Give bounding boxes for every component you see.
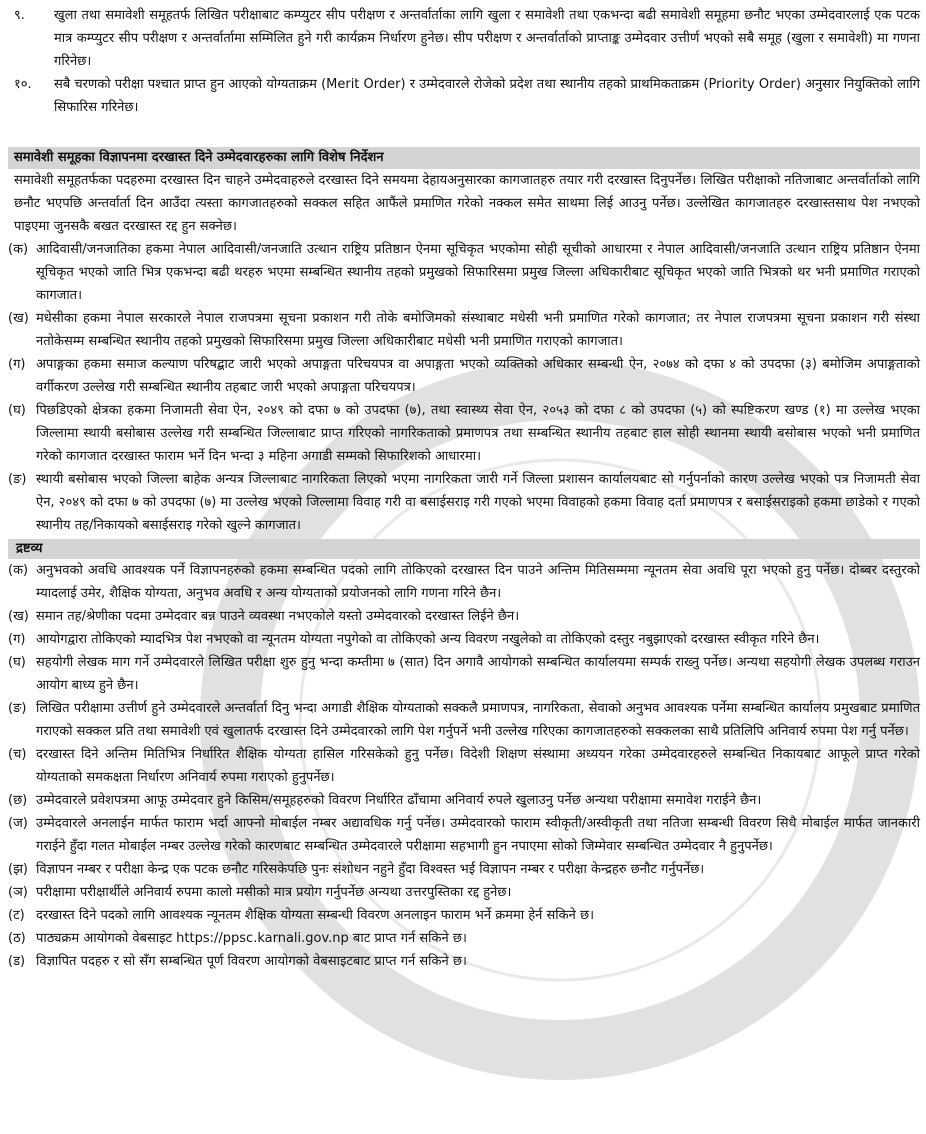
item-text: सबै चरणको परीक्षा पश्चात प्राप्त हुन आएको योग्यताक्रम (Merit Order) र उम्मेदवारले रोजेको प्रदेश तथा स्थानीय तहको प्राथमिकताक्रम (Priority Order) अनुसार नियुक्तिको लागि सिफारिस गरिनेछ। xyxy=(54,77,920,115)
section-heading-inclusive: समावेशी समूहका विज्ञापनमा दरखास्त दिने उम्मेदवारहरुका लागि विशेष निर्देशन xyxy=(8,147,920,169)
item-text: दरखास्त दिने अन्तिम मितिभित्र निर्धारित शैक्षिक योग्यता हासिल गरिसकेको हुनु पर्नेछ। विदेशी शिक्षण संस्थामा अध्ययन गरेका उम्मेदवारहरुले सम्बन्धित निकायबाट आफूले प्राप्त गरेको योग्यताको समकक्षता निर्धारण अनिवार्य रुपमा गराएको हुनुपर्नेछ। xyxy=(36,747,920,785)
item-text: परीक्षामा परीक्षार्थीले अनिवार्य रुपमा कालो मसीको मात्र प्रयोग गर्नुपर्नेछ अन्यथा उत्तरपुस्तिका रद्द हुनेछ। xyxy=(36,885,512,900)
item-text: पाठ्यक्रम आयोगको वेबसाइट https://ppsc.karnali.gov.np बाट प्राप्त गर्न सकिने छ। xyxy=(36,931,467,946)
item-number: (ठ) xyxy=(8,931,26,946)
list-item xyxy=(8,789,920,812)
item-number: (घ) xyxy=(8,655,26,670)
item-text: उम्मेदवारले प्रवेशपत्रमा आफू उम्मेदवार हुने किसिम/समूहहरुको विवरण निर्धारित ढाँचामा अनिवार्य रुपले खुलाउनु पर्नेछ अन्यथा परीक्षामा समावेश गराईने छैन। xyxy=(36,793,762,808)
item-number: (ड) xyxy=(8,954,26,969)
item-text: विज्ञापित पदहरु र सो सँग सम्बन्धित पूर्ण विवरण आयोगको वेबसाइटबाट प्राप्त गर्न सकिने छ। xyxy=(36,954,467,969)
list-item xyxy=(8,353,920,399)
list-item xyxy=(8,904,920,927)
item-number: (क) xyxy=(8,563,29,578)
list-item xyxy=(8,468,920,537)
list-item xyxy=(8,399,920,468)
item-number: (क) xyxy=(8,242,29,257)
item-text: मधेसीका हकमा नेपाल सरकारले नेपाल राजपत्रमा सूचना प्रकाशन गरी तोके बमोजिमको संस्थाबाट मधेसी भनी प्रमाणित गरेको कागजात; तर नेपाल राजपत्रमा सूचना प्रकाशन गरी संस्था नतोकेसम्म सम्बन्धित स्थानीय तहको प्रमुखको सिफारिसमा प्रमुख जिल्ला अधिकारीबाट मधेसी भनी प्रमाणित गराएको कागजात। xyxy=(36,311,920,349)
item-text: आदिवासी/जनजातिका हकमा नेपाल आदिवासी/जनजाति उत्थान राष्ट्रिय प्रतिष्ठान ऐनमा सूचिकृत भएकोमा सोही सूचीको आधारमा र नेपाल आदिवासी/जनजाति उत्थान राष्ट्रिय प्रतिष्ठान ऐनमा सूचिकृत भएको जाति भित्र एकभन्दा बढी थरहरु भएमा सम्बन्धित स्थानीय तहको प्रमुखको सिफारिसमा प्रमुख जिल्ला अधिकारीबाट सूचिकृत भएको जाति भित्रको थर भनी प्रमाणित गराएको कागजात। xyxy=(36,242,920,303)
list-item xyxy=(8,858,920,881)
list-item xyxy=(8,881,920,904)
item-number: ९. xyxy=(14,8,25,23)
list-item xyxy=(8,73,920,119)
item-number: (ञ) xyxy=(8,885,28,900)
item-number: (ग) xyxy=(8,357,26,372)
item-text: आयोगद्वारा तोकिएको म्यादभित्र पेश नभएको वा न्यूनतम योग्यता नपुगेको वा तोकिएको अन्य विवरण नखुलेको वा तोकिएको दस्तुर नबुझाएको दरखास्त स्वीकृत गरिने छैन। xyxy=(36,632,820,647)
item-text: दरखास्त दिने पदको लागि आवश्यक न्यूनतम शैक्षिक योग्यता सम्बन्धी विवरण अनलाइन फाराम भर्ने क्रममा हेर्न सकिने छ। xyxy=(36,908,594,923)
item-number: (ख) xyxy=(8,311,29,326)
item-text: स्थायी बसोबास भएको जिल्ला बाहेक अन्यत्र जिल्लाबाट नागरिकता लिएको भएमा नागरिकता जारी गर्ने जिल्ला प्रशासन कार्यालयबाट सो गर्नुपर्नाको कारण उल्लेख भएको पत्र निजामती सेवा ऐन, २०४९ को दफा ७ को उपदफा (७) मा उल्लेख भएको जिल्लामा विवाह गरी वा बसाईसराइ गरी गएको भएमा विवाहको हकमा विवाह दर्ता प्रमाणपत्र र बसाईसराइको हकमा छाडेको र गएको स्थानीय तह/निकायको बसाईसराइ गरेको खुल्ने कागजात। xyxy=(36,472,920,533)
item-number: (ङ) xyxy=(8,472,27,487)
item-text: खुला तथा समावेशी समूहतर्फ लिखित परीक्षाबाट कम्प्युटर सीप परीक्षण र अन्तर्वार्ताका लागि खुला र समावेशी तथा एकभन्दा बढी समावेशी समूहमा छनौट भएका उम्मेदवारलाई एक पटक मात्र कम्प्युटर सीप परीक्षण र अन्तर्वार्तामा सम्मिलित हुने गरी कार्यक्रम निर्धारण हुनेछ। सीप परीक्षण र अन्तर्वार्ताको प्राप्ताङ्क उम्मेदवार उत्तीर्ण भएको सबै समूह (खुला र समावेशी) मा गणना गरिनेछ। xyxy=(54,8,920,69)
list-item xyxy=(8,238,920,307)
item-text: विज्ञापन नम्बर र परीक्षा केन्द्र एक पटक छनौट गरिसकेपछि पुनः संशोधन नहुने हुँदा विश्वस्त भई विज्ञापन नम्बर र परीक्षा केन्द्रहरु छनौट गर्नुपर्नेछ। xyxy=(36,862,705,877)
list-item xyxy=(8,307,920,353)
list-item xyxy=(8,812,920,858)
item-text: पिछडिएको क्षेत्रका हकमा निजामती सेवा ऐन, २०४९ को दफा ७ को उपदफा (७), तथा स्वास्थ्य सेवा ऐन, २०५३ को दफा ८ को उपदफा (५) को स्पष्टिकरण खण्ड (१) मा उल्लेख भएका जिल्लामा स्थायी बसोबास उल्लेख गरी सम्बन्धित जिल्लाबाट प्राप्त गरिएको नागरिकताको प्रमाणपत्र तथा सम्बन्धित स्थानीय तहबाट हाल सोही स्थानमा स्थायी बसोबास भएको भनी प्रमाणित गरेको कागजात दरखास्त फाराम भर्ने दिन भन्दा ३ महिना अगाडी सम्मको सिफारिशको आधारमा। xyxy=(36,403,920,464)
item-number: (च) xyxy=(8,747,27,762)
item-number: १०. xyxy=(14,77,32,92)
item-text: लिखित परीक्षामा उत्तीर्ण हुने उम्मेदवारले अन्तर्वार्ता दिनु भन्दा अगाडी शैक्षिक योग्यताको सक्कलै प्रमाणपत्र, नागरिकता, सेवाको अनुभव आवश्यक पर्नेमा सम्बन्धित कार्यालय प्रमुखबाट प्रमाणित गराएको सक्कल प्रति तथा समावेशी एवं खुलातर्फ दरखास्त दिने उम्मेदवारको लागि पेश गर्नुपर्ने भनी उल्लेख गरिएका कागजातहरुको सक्कलका साथै प्रतिलिपि अनिवार्य रुपमा पेश गर्नु पर्नेछ। xyxy=(36,701,920,739)
item-number: (घ) xyxy=(8,403,26,418)
list-item xyxy=(8,950,920,973)
item-number: (झ) xyxy=(8,862,28,877)
item-number: (ख) xyxy=(8,609,29,624)
list-item xyxy=(8,628,920,651)
item-number: (ज) xyxy=(8,816,28,831)
list-item xyxy=(8,559,920,605)
section-heading-notes: द्रष्टव्य xyxy=(8,539,920,559)
item-text: अनुभवको अवधि आवश्यक पर्ने विज्ञापनहरुको हकमा सम्बन्धित पदको लागि तोकिएको दरखास्त दिन पाउने अन्तिम मितिसम्ममा न्यूनतम सेवा अवधि पूरा भएको हुनु पर्नेछ। दोब्बर दस्तुरको म्यादलाई उमेर, शैक्षिक योग्यता, अनुभव अवधि र अन्य योग्यताको प्रयोजनको लागि गणना गरिने छैन। xyxy=(36,563,920,601)
list-item xyxy=(8,697,920,743)
list-item xyxy=(8,605,920,628)
section-intro: समावेशी समूहतर्फका पदहरुमा दरखास्त दिन चाहने उम्मेदवाहरुले दरखास्त दिने समयमा देहायअनुसारका कागजातहरु तयार गरी दरखास्त दिनुपर्नेछ। लिखित परीक्षाको नतिजाबाट अन्तर्वार्ताको लागि छनौट भएपछि अन्तर्वार्ता दिन आउँदा त्यस्ता कागजातहरुको सक्कल सहित आफैंले प्रमाणित गरेको नक्कल समेत साथमा लिई आउनु पर्नेछ। उल्लेखित कागजातहरु दरखास्तसाथ पेश नभएको पाइएमा जुनसकै बखत दरखास्त रद्द हुन सक्नेछ। xyxy=(14,173,920,234)
list-item xyxy=(8,743,920,789)
list-item xyxy=(8,927,920,950)
item-text: समान तह/श्रेणीका पदमा उम्मेदवार बन्न पाउने व्यवस्था नभएकोले यस्तो उम्मेदवारको दरखास्त लिईने छैन। xyxy=(36,609,520,624)
item-number: (ग) xyxy=(8,632,26,647)
list-item xyxy=(8,4,920,73)
item-text: उम्मेदवारले अनलाईन मार्फत फाराम भर्दा आफ्नो मोबाईल नम्बर अद्यावधिक गर्नु पर्नेछ। उम्मेदवारको फाराम स्वीकृती/अस्वीकृती तथा नतिजा सम्बन्धी विवरण सिधै मोबाईल मार्फत जानकारी गराईने हुँदा गलत मोबाईल नम्बर उल्लेख गरेको कारणबाट सम्बन्धित उम्मेदवारले परीक्षामा सहभागी हुन नपाएमा सोको जिम्मेवार सम्बन्धित उम्मेदवार नै हुनुपर्नेछ। xyxy=(36,816,920,854)
item-text: अपाङ्गका हकमा समाज कल्याण परिषद्बाट जारी भएको अपाङ्गता परिचयपत्र वा अपाङ्गता भएको व्यक्तिको अधिकार सम्बन्धी ऐन, २०७४ को दफा ४ को उपदफा (३) बमोजिम अपाङ्गताको वर्गीकरण उल्लेख गरी सम्बन्धित स्थानीय तहबाट जारी भएको अपाङ्गता परिचयपत्र। xyxy=(36,357,920,395)
item-text: सहयोगी लेखक माग गर्ने उम्मेदवारले लिखित परीक्षा शुरु हुनु भन्दा कम्तीमा ७ (सात) दिन अगावै आयोगको सम्बन्धित कार्यालयमा सम्पर्क राख्नु पर्नेछ। अन्यथा सहयोगी लेखक उपलब्ध गराउन आयोग बाध्य हुने छैन। xyxy=(36,655,920,693)
item-number: (ङ) xyxy=(8,701,27,716)
item-number: (ट) xyxy=(8,908,25,923)
list-item xyxy=(8,651,920,697)
item-number: (छ) xyxy=(8,793,28,808)
